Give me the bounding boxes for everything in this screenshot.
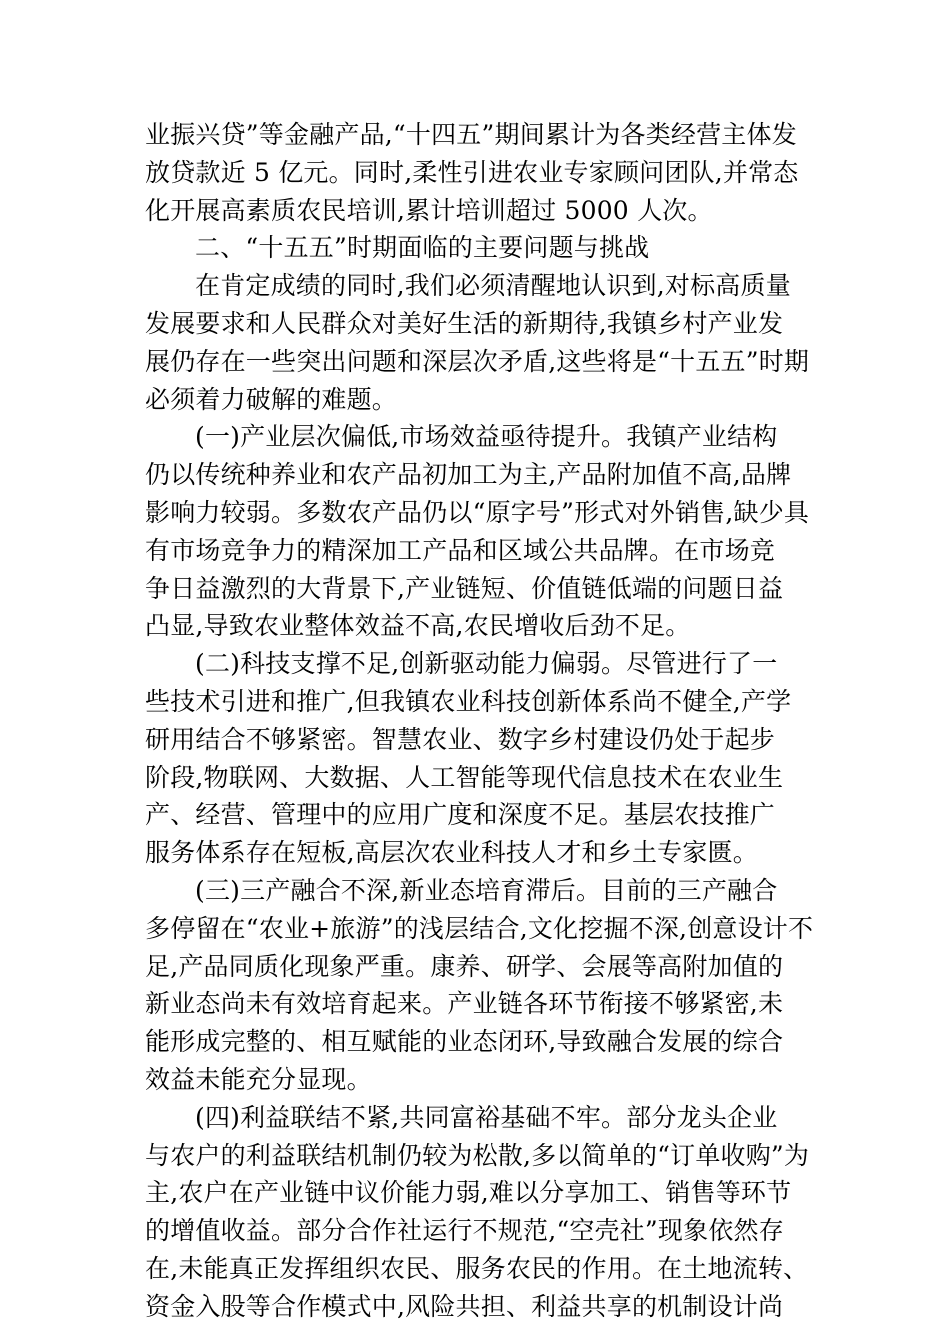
text-line: (二)科技支撑不足,创新驱动能力偏弱。尽管进行了一 [195,649,778,679]
document-body [145,116,815,1326]
text-line: (四)利益联结不紧,共同富裕基础不牢。部分龙头企业 [195,1102,778,1132]
text-line: 仍以传统种养业和农产品初加工为主,产品附加值不高,品牌 [145,460,792,490]
text-line: 些技术引进和推广,但我镇农业科技创新体系尚不健全,产学 [145,686,792,716]
text-line: (一)产业层次偏低,市场效益亟待提升。我镇产业结构 [195,422,778,452]
text-line: 的增值收益。部分合作社运行不规范,“空壳社”现象依然存 [145,1216,784,1246]
text-line: 发展要求和人民群众对美好生活的新期待,我镇乡村产业发 [145,308,784,338]
text-line: 展仍存在一些突出问题和深层次矛盾,这些将是“十五五”时期 [145,346,810,376]
text-line: 必须着力破解的难题。 [145,384,398,414]
text-line: 足,产品同质化现象严重。康养、研学、会展等高附加值的 [145,951,784,981]
text-line: 多停留在“农业+旅游”的浅层结合,文化挖掘不深,创意设计不 [145,913,814,943]
text-line: 二、“十五五”时期面临的主要问题与挑战 [195,233,650,263]
text-line: (三)三产融合不深,新业态培育滞后。目前的三产融合 [195,875,778,905]
text-line: 主,农户在产业链中议价能力弱,难以分享加工、销售等环节 [145,1178,792,1208]
text-line: 新业态尚未有效培育起来。产业链各环节衔接不够紧密,未 [145,989,784,1019]
text-line: 能形成完整的、相互赋能的业态闭环,导致融合发展的综合 [145,1027,784,1057]
text-line: 服务体系存在短板,高层次农业科技人才和乡土专家匮。 [145,838,758,868]
text-line: 在肯定成绩的同时,我们必须清醒地认识到,对标高质量 [195,271,791,301]
text-line: 争日益激烈的大背景下,产业链短、价值链低端的问题日益 [145,573,784,603]
text-line: 有市场竞争力的精深加工产品和区域公共品牌。在市场竞 [145,535,776,565]
text-line: 放贷款近 5 亿元。同时,柔性引进农业专家顾问团队,并常态 [145,157,799,187]
text-line: 业振兴贷”等金融产品,“十四五”期间累计为各类经营主体发 [145,120,797,149]
text-line: 效益未能充分显现。 [145,1064,372,1094]
text-line: 化开展高素质农民培训,累计培训超过 5000 人次。 [145,195,713,225]
text-line: 研用结合不够紧密。智慧农业、数字乡村建设仍处于起步 [145,724,776,754]
text-line: 产、经营、管理中的应用广度和深度不足。基层农技推广 [145,800,776,830]
text-line: 资金入股等合作模式中,风险共担、利益共享的机制设计尚 [145,1291,784,1321]
text-line: 凸显,导致农业整体效益不高,农民增收后劲不足。 [145,611,691,641]
text-line: 阶段,物联网、大数据、人工智能等现代信息技术在农业生 [145,762,784,792]
text-line: 影响力较弱。多数农产品仍以“原字号”形式对外销售,缺少具 [145,497,810,527]
text-line: 在,未能真正发挥组织农民、服务农民的作用。在土地流转、 [145,1253,809,1283]
text-line: 与农户的利益联结机制仍较为松散,多以简单的“订单收购”为 [145,1140,810,1170]
